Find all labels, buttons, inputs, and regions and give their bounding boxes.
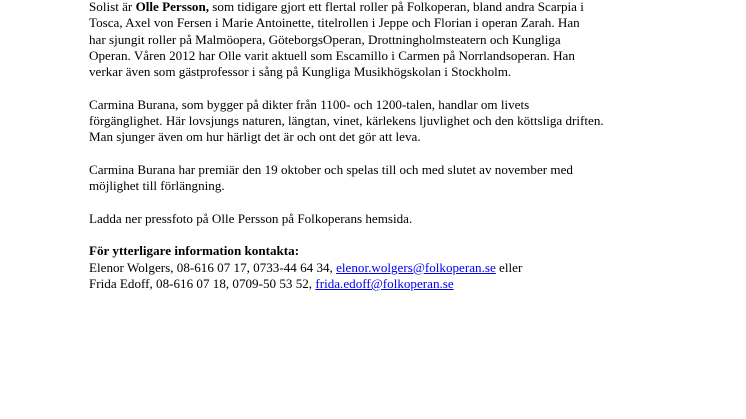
soloist-line-1	[89, 0, 739, 15]
soloist-lead-text: Solist är	[89, 0, 136, 14]
soloist-paragraph	[89, 0, 739, 80]
document-body	[89, 0, 739, 309]
contact-person-2-email-link[interactable]: frida.edoff@folkoperan.se	[315, 276, 454, 292]
carmina-line-2: förgänglighet. Här lovsjungs naturen, längtan, vinet, kärlekens ljuvlighet och den köttsliga driften.	[89, 113, 604, 129]
download-paragraph	[89, 211, 739, 227]
contact-person-1-details: Elenor Wolgers, 08-616 07 17, 0733-44 64 34,	[89, 259, 337, 275]
soloist-line-5: verkar även som gästprofessor i sång på Kungliga Musikhögskolan i Stockholm.	[89, 64, 512, 80]
premiere-line-2: möjlighet till förlängning.	[89, 178, 225, 194]
contact-person-1	[89, 260, 739, 276]
soloist-name: Olle Persson,	[135, 0, 210, 14]
contact-heading: För ytterligare information kontakta:	[89, 243, 300, 259]
carmina-line-3: Man sjunger även om hur härligt det är och ont det gör att leva.	[89, 129, 421, 145]
soloist-line-4: Operan. Våren 2012 har Olle varit aktuell som Escamillo i Carmen på Norrlandsoperan. Han	[89, 47, 575, 63]
premiere-paragraph	[89, 162, 739, 195]
soloist-line-2: Tosca, Axel von Fersen i Marie Antoinette, titelrollen i Jeppe och Florian i operan Zarah. Han	[89, 15, 580, 31]
contact-person-1-email-link[interactable]: elenor.wolgers@folkoperan.se	[336, 259, 496, 275]
carmina-description-paragraph	[89, 97, 739, 146]
carmina-line-1: Carmina Burana, som bygger på dikter från 1100- och 1200-talen, handlar om livets	[89, 96, 530, 112]
download-text: Ladda ner pressfoto på Olle Persson på Folkoperans hemsida.	[89, 210, 413, 226]
soloist-line-1-rest: som tidigare gjort ett flertal roller på Folkoperan, bland andra Scarpia i	[209, 0, 584, 14]
contact-person-1-suffix: eller	[495, 259, 523, 275]
contact-person-2-details: Frida Edoff, 08-616 07 18, 0709-50 53 52,	[89, 276, 316, 292]
soloist-line-3: har sjungit roller på Malmöopera, GöteborgsOperan, Drottningholmsteatern och Kungliga	[89, 31, 561, 47]
contact-paragraph	[89, 243, 739, 292]
contact-person-2	[89, 276, 739, 292]
premiere-line-1: Carmina Burana har premiär den 19 oktober och spelas till och med slutet av november med	[89, 161, 573, 177]
